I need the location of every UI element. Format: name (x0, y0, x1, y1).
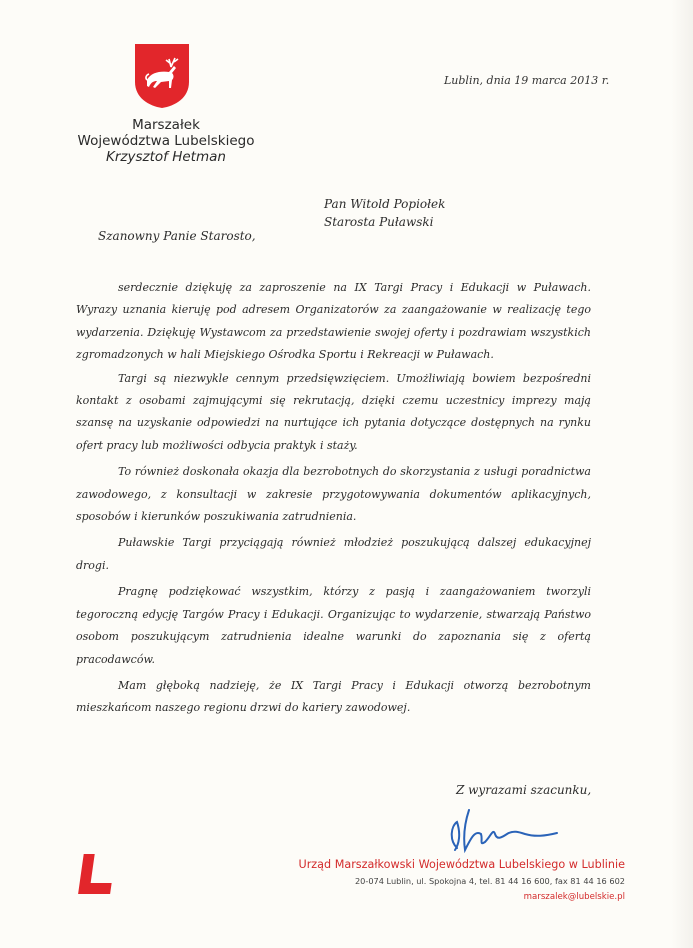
office-email: marszalek@lubelskie.pl (523, 892, 625, 902)
salutation: Szanowny Panie Starosto, (98, 229, 256, 243)
office-address: 20-074 Lublin, ul. Spokojna 4, tel. 81 44 16 600, fax 81 44 16 602 (354, 876, 625, 886)
sender-name: Krzysztof Hetman (106, 149, 226, 165)
recipient-position: Starosta Puławski (324, 215, 434, 229)
lubelskie-logo-icon (76, 852, 114, 896)
sender-title: Marszałek (132, 117, 200, 133)
paragraph-6: Mam głęboką nadzieję, że IX Targi Pracy i Edukacji otworzą bezrobotnym mieszkańcom naszego regionu drzwi do kariery zawodowej. (76, 678, 591, 715)
paragraph-1: serdecznie dziękuję za zaproszenie na IX Targi Pracy i Edukacji w Puławach. Wyrazy uznania kieruję pod adresem Organizatorów za zaangażowanie w realizację tego wydarzenia. Dziękuję Wystawcom za przedstawienie swojej oferty i pozdrawiam wszystkich zgromadzonych w hali Miejskiego Ośrodka Sportu i Rekreacji w Puławach. (76, 281, 591, 362)
paragraph-5: Pragnę podziękować wszystkim, którzy z pasją i zaangażowaniem tworzyli tegoroczną edycję Targów Pracy i Edukacji. Organizując to wydarzenie, stwarzają Państwo osobom poszukującym zatrudnienia idealne warunki do zapoznania się z ofertą pracodawców. (76, 585, 591, 666)
closing-phrase: Z wyrazami szacunku, (456, 783, 592, 797)
signature-image (435, 800, 565, 855)
office-footer (299, 857, 625, 905)
sender-block (76, 117, 256, 165)
sender-office: Województwa Lubelskiego (77, 133, 255, 149)
paragraph-4: Puławskie Targi przyciągają również młodzież poszukującą dalszej edukacyjnej drogi. (76, 536, 591, 572)
coat-of-arms-icon (133, 42, 191, 110)
recipient-name: Pan Witold Popiołek (324, 197, 446, 211)
letter-body (76, 277, 591, 724)
paragraph-2: Targi są niezwykle cennym przedsięwzięciem. Umożliwiają bowiem bezpośredni kontakt z osobami zajmującymi się rekrutacją, dzięki czemu uczestnicy imprezy mają szansę na uzyskanie odpowiedzi na nurtujące ich pytania dotyczące dostępnych na rynku ofert pracy lub możliwości odbycia praktyk i staży. (76, 371, 591, 452)
letter-date: Lublin, dnia 19 marca 2013 r. (444, 74, 610, 87)
office-name: Urząd Marszałkowski Województwa Lubelskiego w Lublinie (298, 858, 625, 871)
paragraph-3: To również doskonała okazja dla bezrobotnych do skorzystania z usługi poradnictwa zawodowego, z konsultacji w zakresie przygotowywania dokumentów aplikacyjnych, sposobów i kierunków poszukiwania zatrudnienia. (76, 465, 591, 524)
paper-edge-shadow (671, 0, 693, 948)
recipient-block (324, 195, 445, 231)
